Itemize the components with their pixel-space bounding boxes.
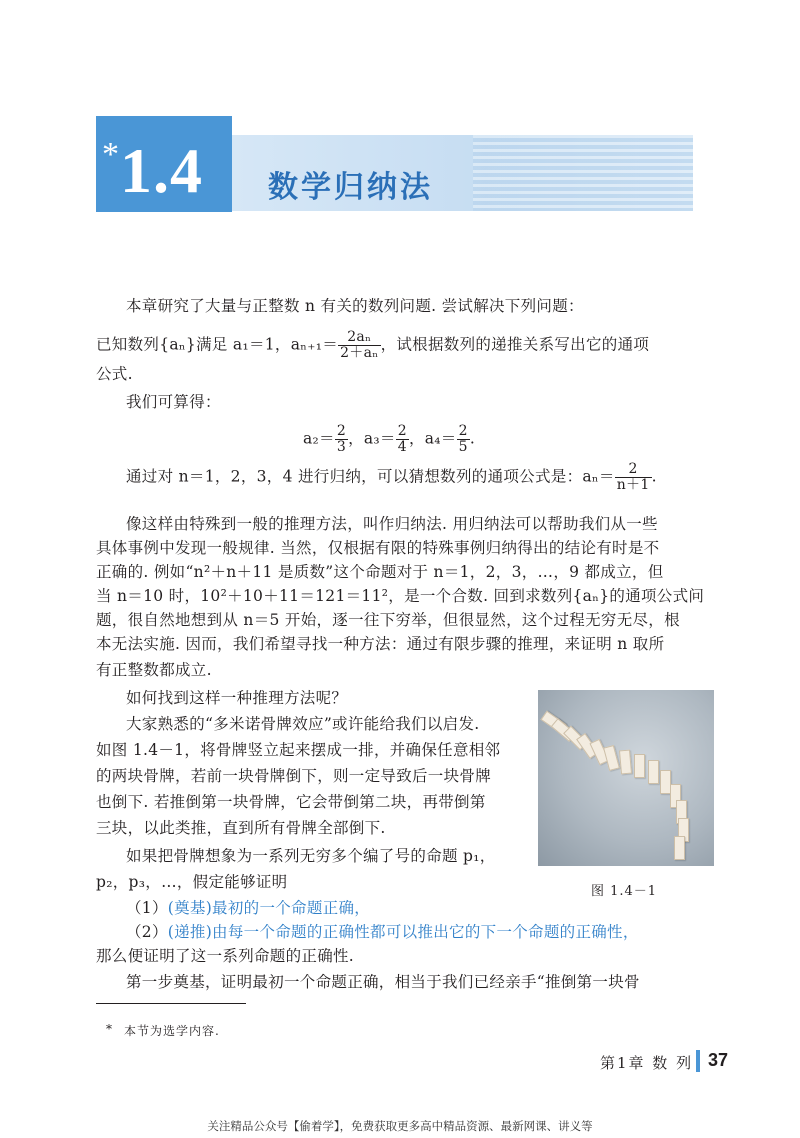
text-span: ，试根据数列的递推关系写出它的通项 [380,335,650,354]
section-number-text: 1.4 [120,135,203,206]
paragraph-line: 像这样由特殊到一般的推理方法，叫作归纳法. 用归纳法可以帮助我们从一些 [126,515,658,533]
text-span: a₂＝ [303,429,335,448]
numerator: 2 [336,423,347,439]
paragraph-line: 的两块骨牌，若前一块骨牌倒下，则一定导致后一块骨牌 [96,767,492,785]
paragraph-line [126,462,657,493]
paragraph-line: 也倒下. 若推倒第一块骨牌，它会带倒第二块，再带倒第 [96,793,486,811]
banner-stripes [473,135,693,211]
paragraph-line: 第一步奠基，证明最初一个命题正确，相当于我们已经亲手“推倒第一块骨 [126,973,640,991]
section-title: 数学归纳法 [268,170,433,205]
denominator: 3 [336,439,347,455]
paragraph-line: 那么便证明了这一系列命题的正确性. [96,947,355,965]
paragraph-line [126,922,639,942]
domino [603,745,620,771]
text-span: . [469,429,476,448]
numerator: 2 [615,462,652,478]
fraction [338,330,381,361]
text-span: （1） [126,899,168,917]
footnote-mark: * [106,1022,113,1036]
denominator: 5 [458,439,468,455]
optional-star: * [102,136,119,173]
paragraph-line: 本章研究了大量与正整数 n 有关的数列问题. 尝试解决下列问题： [126,297,584,315]
paragraph-line: 有正整数都成立. [96,661,212,679]
paragraph-line: 当 n＝10 时，10²＋10＋11＝121＝11²，是一个合数. 回到求数列{aₙ}的通项公式问 [96,587,705,605]
figure-caption: 图 1.4－1 [591,884,658,899]
paragraph-line: 如果把骨牌想象为一系列无穷多个编了号的命题 p₁， [126,847,496,865]
text-span: 已知数列{aₙ}满足 a₁＝1，aₙ₊₁＝ [96,335,339,354]
domino [648,760,659,784]
paragraph-line: 正确的. 例如“n²＋n＋11 是质数”这个命题对于 n＝1，2，3，…，9 都成立，但 [96,563,664,581]
denominator: 4 [397,439,407,455]
paragraph-line: 题，很自然地想到从 n＝5 开始，逐一往下穷举，但很显然，这个过程无穷无尽，根 [96,611,680,629]
page-number: 37 [708,1050,729,1070]
text-span: （2） [126,923,168,941]
numerator: 2 [397,423,407,439]
highlight-text: (奠基)最初的一个命题正确， [167,899,371,917]
footnote [106,1022,220,1039]
paragraph-line: 如图 1.4－1，将骨牌竖立起来摆成一排，并确保任意相邻 [96,741,501,759]
highlight-text: (递推)由每一个命题的正确性都可以推出它的下一个命题的正确性， [167,923,639,941]
paragraph-line: 大家熟悉的“多米诺骨牌效应”或许能给我们以启发. [126,715,480,733]
text-span: ，a₃＝ [348,429,396,448]
domino [634,754,645,778]
section-number [96,116,232,212]
paragraph-line: 如何找到这样一种推理方法呢？ [126,689,348,707]
page-bar [696,1050,700,1072]
chapter-label: 第1章 数 列 [600,1054,694,1072]
paragraph-line: p₂，p₃，…，假定能够证明 [96,873,288,891]
footnote-divider [96,1003,246,1004]
denominator: 2＋aₙ [340,345,379,361]
fraction [615,462,652,493]
paragraph-line: 公式. [96,365,133,383]
equation-line [303,424,475,455]
domino [674,836,685,860]
paragraph-line: 我们可算得： [126,393,221,411]
watermark: 关注精品公众号【偷着学】，免费获取更多高中精品资源、最新网课、讲义等 [207,1119,593,1133]
fraction [457,424,470,455]
numerator: 2 [458,423,468,439]
domino [619,750,632,775]
text-span: . [651,467,657,486]
footnote-text: 本节为选学内容. [124,1024,220,1038]
numerator: 2aₙ [338,330,381,346]
paragraph-line [126,898,370,918]
denominator: n＋1 [616,477,650,493]
paragraph-line: 三块，以此类推，直到所有骨牌全部倒下. [96,819,386,837]
paragraph-line [96,330,649,361]
fraction [335,424,348,455]
paragraph-line: 本无法实施. 因而，我们希望寻找一种方法：通过有限步骤的推理，来证明 n 取所 [96,635,665,653]
paragraph-line: 具体事例中发现一般规律. 当然，仅根据有限的特殊事例归纳得出的结论有时是不 [96,539,660,557]
fraction [396,424,409,455]
text-span: 通过对 n＝1，2，3，4 进行归纳，可以猜想数列的通项公式是：aₙ＝ [126,467,615,486]
domino-figure [538,690,714,866]
text-span: ，a₄＝ [408,429,457,448]
